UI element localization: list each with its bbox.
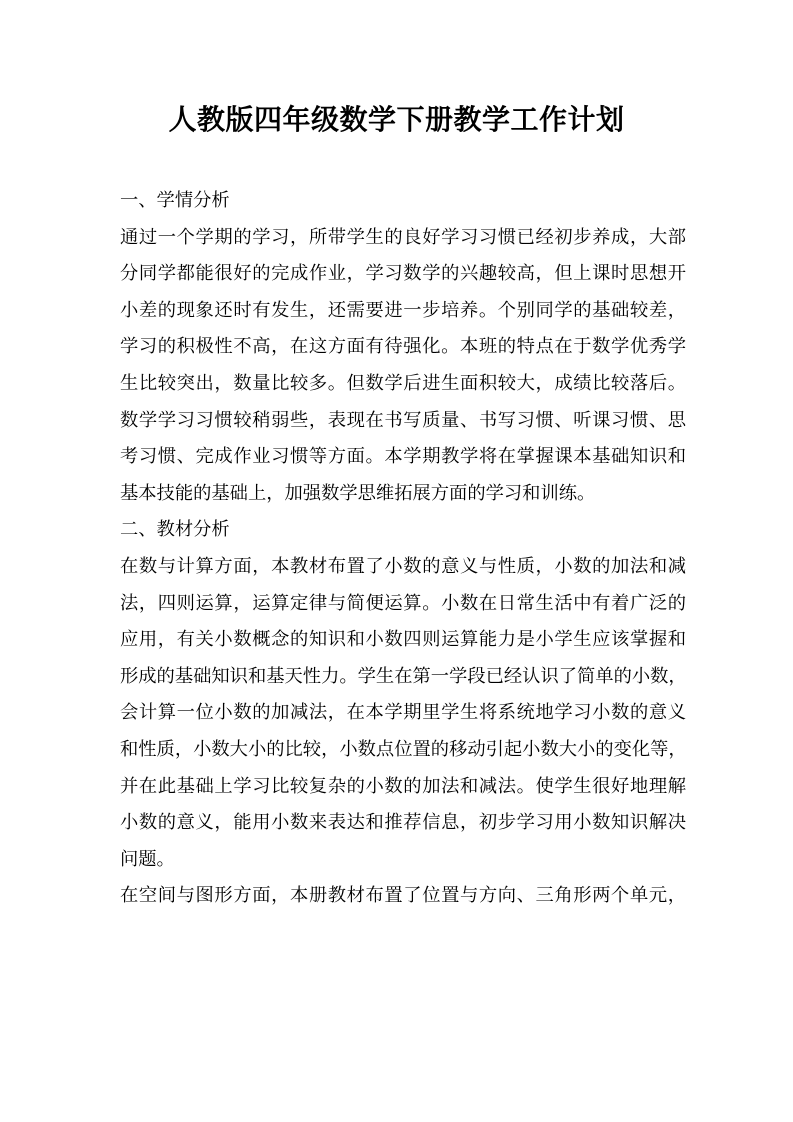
document-title: 人教版四年级数学下册教学工作计划 [168,103,625,136]
paragraph-line: 通过一个学期的学习，所带学生的良好学习习惯已经初步养成，大部 [120,226,686,248]
paragraph-line: 小数的意义，能用小数来表达和推荐信息，初步学习用小数知识解决 [120,812,686,834]
paragraph-line: 并在此基础上学习比较复杂的小数的加法和减法。使学生很好地理解 [120,775,686,797]
document-body [120,183,686,915]
section-heading-student-analysis: 一、学情分析 [120,190,230,211]
paragraph-line: 考习惯、完成作业习惯等方面。本学期教学将在掌握课本基础知识和 [120,446,686,468]
paragraph-line: 和性质，小数大小的比较，小数点位置的移动引起小数大小的变化等， [120,738,687,760]
paragraph-line: 问题。 [120,848,175,870]
paragraph-line: 数学学习习惯较稍弱些，表现在书写质量、书写习惯、听课习惯、思 [120,409,686,431]
paragraph-line: 应用，有关小数概念的知识和小数四则运算能力是小学生应该掌握和 [120,629,686,651]
paragraph-line: 基本技能的基础上，加强数学思维拓展方面的学习和训练。 [120,482,596,504]
section-heading-textbook-analysis: 二、教材分析 [120,519,230,541]
paragraph-line: 分同学都能很好的完成作业，学习数学的兴趣较高，但上课时思想开 [120,263,686,285]
paragraph-line: 法，四则运算，运算定律与简便运算。小数在日常生活中有着广泛的 [120,592,686,614]
paragraph-line: 形成的基础知识和基天性力。学生在第一学段已经认识了简单的小数， [120,665,687,687]
paragraph-line: 生比较突出，数量比较多。但数学后进生面积较大，成绩比较落后。 [120,372,686,394]
paragraph-line: 在数与计算方面，本教材布置了小数的意义与性质，小数的加法和减 [120,555,686,577]
paragraph-line: 在空间与图形方面，本册教材布置了位置与方向、三角形两个单元， [120,885,686,907]
paragraph-line: 小差的现象还时有发生，还需要进一步培养。个别同学的基础较差， [120,299,686,321]
paragraph-line: 学习的积极性不高，在这方面有待强化。本班的特点在于数学优秀学 [120,336,686,358]
paragraph-line: 会计算一位小数的加减法，在本学期里学生将系统地学习小数的意义 [120,702,686,724]
